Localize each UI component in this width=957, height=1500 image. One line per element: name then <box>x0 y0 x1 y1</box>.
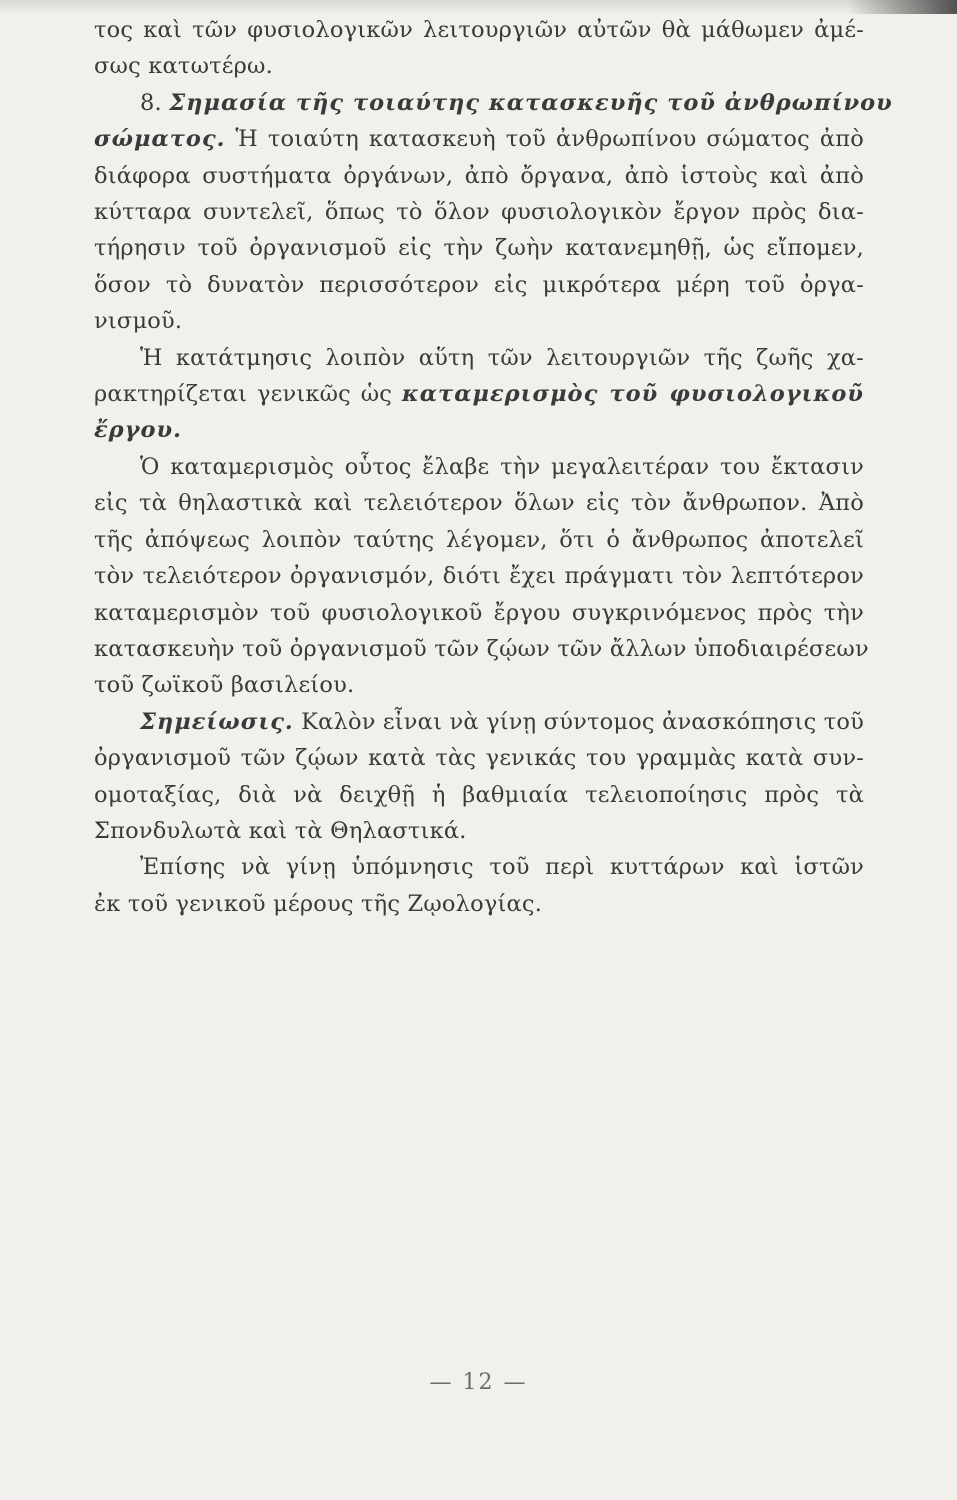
emphasis-term: καταμερισμὸς τοῦ φυσιολογικοῦ <box>401 381 864 408</box>
text-line: Ἡ κατάτμησις λοιπὸν αὕτη τῶν λειτουργιῶν τῆς ζωῆς χα- <box>140 344 864 371</box>
emphasis-term-continued: ἔργου. <box>94 417 182 444</box>
text-line: τήρησιν τοῦ ὀργανισμοῦ εἰς τὴν ζωὴν κατανεμηθῇ, ὡς εἴπομεν, <box>94 235 864 262</box>
section-title-continued: σώματος. <box>94 126 226 153</box>
note-label: Σημείωσις. <box>140 708 294 735</box>
text-line: κατασκευὴν τοῦ ὀργανισμοῦ τῶν ζῴων τῶν ἄλλων ὑποδιαιρέσεων <box>94 635 869 662</box>
section-number: 8. <box>140 89 162 116</box>
text-line <box>94 412 864 448</box>
section-text: Ἡ τοιαύτη κατασκευὴ τοῦ ἀνθρωπίνου σώματος ἀπὸ <box>225 126 864 153</box>
text-line: διάφορα συστήματα ὀργάνων, ἀπὸ ὄργανα, ἀπὸ ἱστοὺς καὶ ἀπὸ <box>94 162 864 189</box>
text-line: ὀργανισμοῦ τῶν ζῴων κατὰ τὰς γενικάς του γραμμὰς κατὰ συν- <box>94 745 864 772</box>
body-text <box>94 12 893 922</box>
text-line: τῆς ἀπόψεως λοιπὸν ταύτης λέγομεν, ὅτι ὁ ἄνθρωπος ἀποτελεῖ <box>94 526 864 553</box>
text-line: καταμερισμὸν τοῦ φυσιολογικοῦ ἔργου συγκρινόμενος πρὸς τὴν <box>94 599 864 626</box>
section-8-heading <box>94 85 893 121</box>
page-number: — 12 — <box>429 1370 528 1395</box>
text-line: τοῦ ζωϊκοῦ βασιλείου. <box>94 672 355 699</box>
note-text: Καλὸν εἶναι νὰ γίνῃ σύντομος ἀνασκόπησις τοῦ <box>293 708 864 735</box>
text-line: ἐκ τοῦ γενικοῦ μέρους τῆς Ζῳολογίας. <box>94 890 543 917</box>
text-line: Ὁ καταμερισμὸς οὗτος ἔλαβε τὴν μεγαλειτέραν του ἔκτασιν <box>140 453 864 480</box>
text-line: σως κατωτέρω. <box>94 53 273 80</box>
text-line: εἰς τὰ θηλαστικὰ καὶ τελειότερον ὅλων εἰς τὸν ἄνθρωπον. Ἀπὸ <box>94 490 864 517</box>
text-line: Ἐπίσης νὰ γίνῃ ὑπόμνησις τοῦ περὶ κυττάρων καὶ ἱστῶν <box>140 854 864 881</box>
text-line <box>94 121 864 157</box>
text-line: ὅσον τὸ δυνατὸν περισσότερον εἰς μικρότερα μέρη τοῦ ὀργα- <box>94 271 864 298</box>
text-line: ομοταξίας, διὰ νὰ δειχθῇ ἡ βαθμιαία τελειοποίησις πρὸς τὰ <box>94 781 864 808</box>
text-span: ρακτηρίζεται γενικῶς ὡς <box>94 381 402 408</box>
section-title: Σημασία τῆς τοιαύτης κατασκευῆς τοῦ ἀνθρωπίνου <box>169 89 893 116</box>
text-line: τὸν τελειότερον ὀργανισμόν, διότι ἔχει πράγματι τὸν λεπτότερον <box>94 563 864 590</box>
text-line: κύτταρα συντελεῖ, ὅπως τὸ ὅλον φυσιολογικὸν ἔργον πρὸς δια- <box>94 199 864 226</box>
text-line: νισμοῦ. <box>94 308 183 335</box>
text-line <box>94 376 864 412</box>
note-heading-line <box>94 704 864 740</box>
text-line: τος καὶ τῶν φυσιολογικῶν λειτουργιῶν αὐτῶν θὰ μάθωμεν ἀμέ- <box>94 17 864 43</box>
text-line: Σπονδυλωτὰ καὶ τὰ Θηλαστικά. <box>94 817 467 844</box>
